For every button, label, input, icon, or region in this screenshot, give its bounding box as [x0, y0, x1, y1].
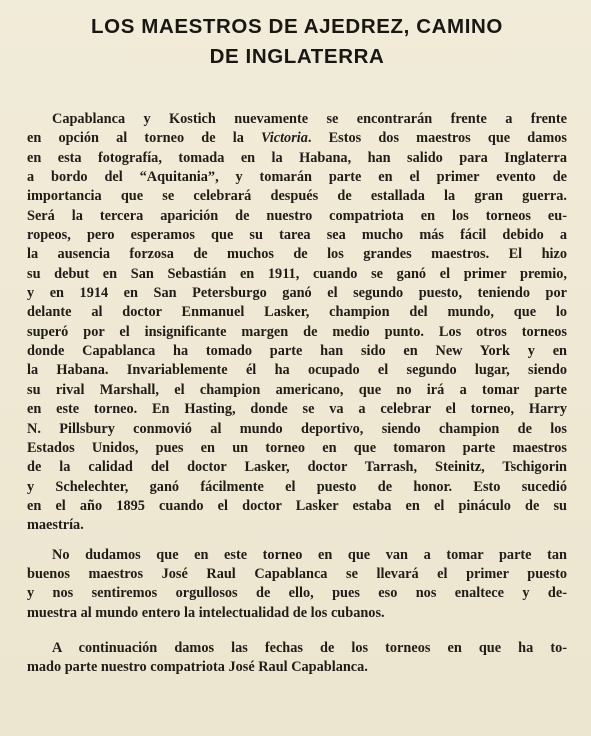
text-line: maestría.	[27, 517, 84, 534]
text-line: ropeos, pero esperamos que su tarea sea mucho más fácil debido a	[27, 227, 567, 244]
text-line: Capablanca y Kostich nuevamente se encontrarán frente a frente	[52, 111, 567, 127]
text-line: en este torneo. En Hasting, donde se va a celebrar el torneo, Harry	[27, 401, 567, 418]
text-line: superó por el insignificante margen de medio punto. Los otros torneos	[27, 323, 567, 340]
text-line: Será la tercera aparición de nuestro compatriota en los torneos eu-	[27, 207, 567, 224]
text-line: importancia que se celebrará después de estallada la gran guerra.	[27, 188, 567, 205]
article-title-line-1: LOS MAESTROS DE AJEDREZ, CAMINO	[91, 15, 503, 38]
text-segment: . Estos dos maestros que damos	[307, 130, 567, 147]
text-line: de la calidad del doctor Lasker, doctor Tarrash, Steinitz, Tschigorin	[27, 459, 567, 476]
text-line: A continuación damos las fechas de los torneos en que ha to-	[52, 639, 567, 656]
text-line: muestra al mundo entero la intelectualidad de los cubanos.	[27, 604, 385, 621]
text-line: mado parte nuestro compatriota José Raul Capablanca.	[27, 659, 368, 676]
text-line: buenos maestros José Raul Capablanca se llevará el primer puesto	[27, 565, 567, 582]
text-line: y Schelechter, ganó fácilmente el puesto de honor. Esto sucedió	[27, 478, 567, 495]
article-title-line-2: DE INGLATERRA	[209, 45, 385, 68]
text-line: Estados Unidos, pues en un torneo en que tomaron parte maestros	[27, 439, 567, 456]
paragraph-1	[27, 110, 567, 536]
article-body	[27, 110, 567, 678]
article-title	[27, 12, 567, 72]
text-line: a bordo del “Aquitania”, y tomarán parte en el primer evento de	[27, 169, 567, 186]
text-line: en el año 1895 cuando el doctor Lasker estaba en el pináculo de su	[27, 497, 567, 514]
paragraph-2	[27, 546, 567, 623]
text-line: y nos sentiremos orgullosos de ello, pues eso nos enaltece y de-	[27, 585, 567, 602]
text-line: en esta fotografía, tomada en la Habana, han salido para Inglaterra	[27, 149, 567, 166]
text-segment: en opción al torneo de la	[27, 130, 262, 147]
text-line: y en 1914 en San Petersburgo ganó el segundo puesto, teniendo por	[27, 285, 567, 302]
text-line: la ausencia forzosa de muchos de los grandes maestros. El hizo	[27, 246, 567, 263]
text-line: su rival Marshall, el champion americano, que no irá a tomar parte	[27, 381, 567, 398]
text-line: donde Capablanca ha tomado parte han sido en New York y en	[27, 343, 567, 360]
emphasized-word: Victoria	[261, 130, 308, 147]
text-line: delante al doctor Enmanuel Lasker, champion del mundo, que lo	[27, 304, 567, 321]
text-line: la Habana. Invariablemente él ha ocupado el segundo lugar, siendo	[27, 362, 567, 379]
text-line: N. Pillsbury conmovió al mundo deportivo, siendo champion de los	[27, 420, 567, 437]
text-line: No dudamos que en este torneo en que van a tomar parte tan	[52, 546, 567, 563]
text-line: su debut en San Sebastián en 1911, cuando se ganó el primer premio,	[27, 265, 567, 282]
paragraph-3	[27, 639, 567, 678]
text-line	[27, 129, 567, 148]
